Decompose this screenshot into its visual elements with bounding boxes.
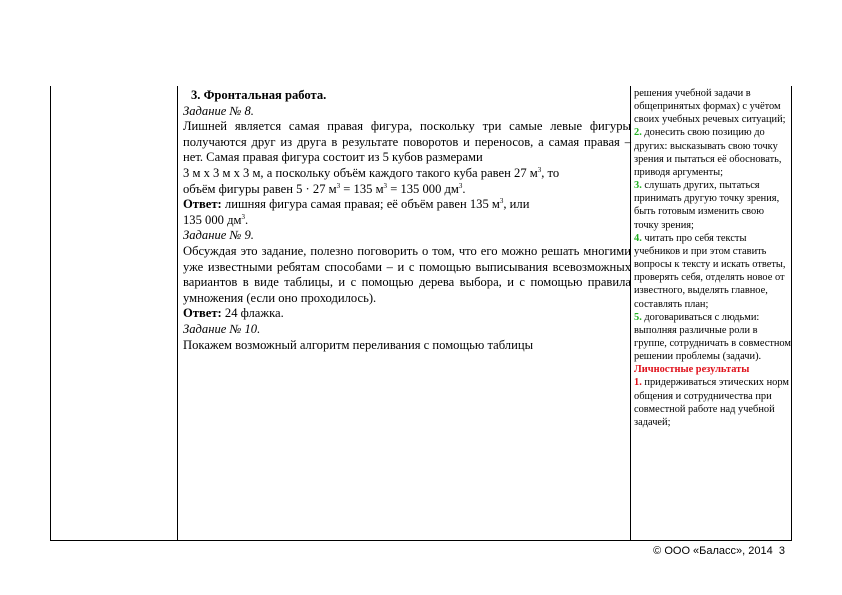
- outcomes-column: [634, 87, 791, 429]
- task-8-line-total: объём фигуры равен 5 · 27 $м^3 = 135$ $м^3 = 135$ 000 $дм^3$.: [183, 181, 466, 196]
- task-8-title: Задание № 8.: [183, 103, 254, 118]
- outcome-item-3: 3. слушать других, пытаться принимать другую точку зрения, быть готовым изменить свою точку зрения;: [634, 180, 780, 231]
- personal-item-1: 1. придерживаться этических норм общения и сотрудничества при совместной работе над учебной задачей;: [634, 377, 789, 428]
- task-9-answer: Ответ: 24 флажка.: [183, 306, 284, 321]
- outcome-item-2: 2. донесить свою позицию до других: высказывать свою точку зрения и пытаться её обосновать, приводя аргументы;: [634, 127, 782, 178]
- outcome-item-5: 5. договариваться с людьми: выполняя различные роли в группе, сотрудничать в совместном решении проблемы (задачи).: [634, 311, 792, 363]
- lesson-content-column: [183, 88, 631, 353]
- column-divider-left: [177, 86, 178, 540]
- task-9-title: Задание № 9.: [183, 228, 254, 243]
- content-table: [50, 86, 792, 541]
- task-9-text: Обсуждая это задание, полезно поговорить о том, что его можно решать многими уже известными ребятам способами – и с помощью выписывания всевозможных вариантов в виде таблицы, и с помощью дерева выбора, и с помощью правила умножения (если оно проходилось).: [183, 243, 631, 305]
- outcome-block-1: решения учебной задачи в общепринятых формах) с учётом своих учебных речевых ситуаций;: [634, 88, 786, 126]
- copyright-text: © ООО «Баласс», 2014: [653, 545, 773, 557]
- task-8-line-volume: 3 м х 3 м х 3 м, а поскольку объём каждого такого куба равен 27 $м^3$, то: [183, 165, 560, 180]
- task-10-title: Задание № 10.: [183, 321, 261, 336]
- page-footer: [653, 545, 785, 557]
- personal-results-heading: Личностные результаты: [634, 364, 750, 376]
- task-8-answer: Ответ: лишняя фигура самая правая; её объём равен 135 $м^3$, или: [183, 196, 530, 212]
- section-heading: 3. Фронтальная работа.: [191, 88, 327, 102]
- task-10-text: Покажем возможный алгоритм переливания с помощью таблицы: [183, 337, 534, 352]
- task-8-text: Лишней является самая правая фигура, поскольку три самые левые фигуры получаются друг из друга в результате поворотов и переносов, а самая правая – нет. Самая правая фигура состоит из 5 кубов размерами: [183, 119, 631, 165]
- task-8-answer-cont: 135 000 $дм^3$.: [183, 212, 249, 227]
- page-number: 3: [778, 545, 785, 557]
- outcome-item-4: 4. читать про себя тексты учебников и при этом ставить вопросы к тексту и искать ответы, проверять себя, отделять новое от известного, выделять главное, составлять план;: [634, 232, 786, 310]
